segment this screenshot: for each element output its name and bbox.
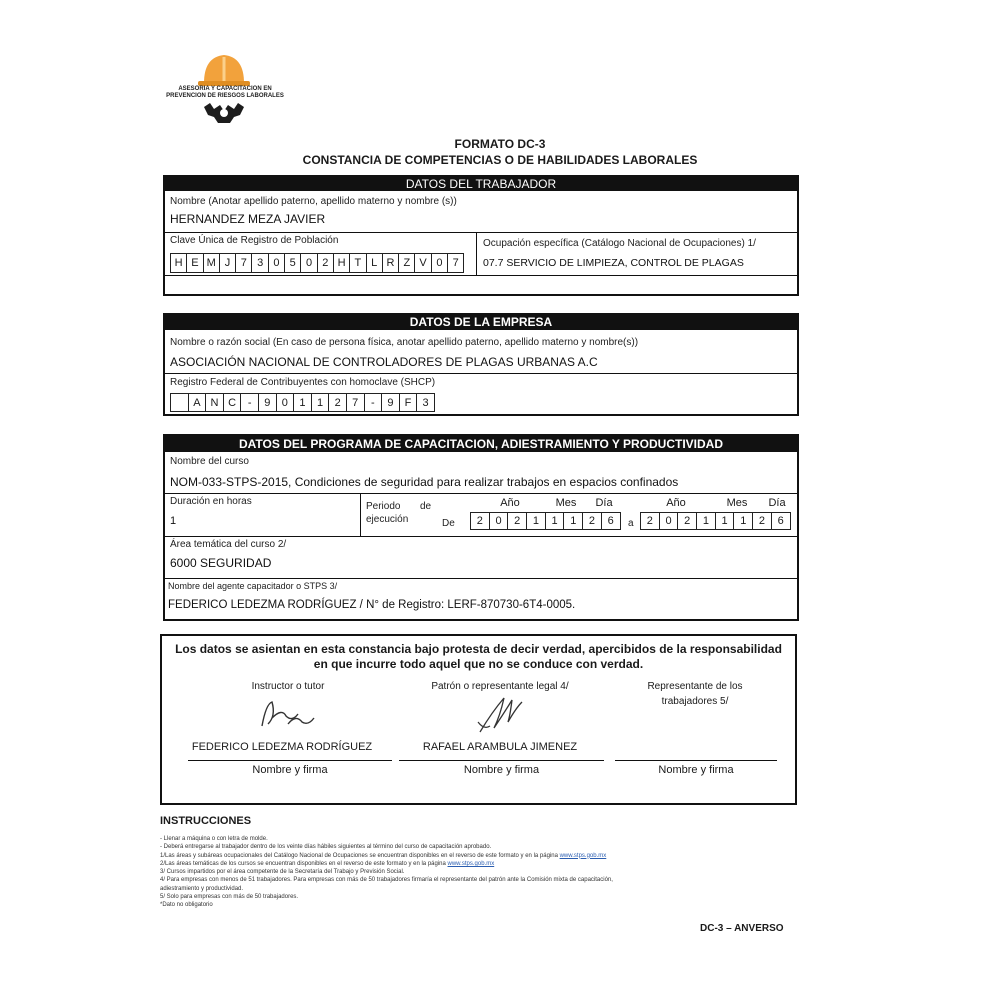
occupation-value[interactable]: 07.7 SERVICIO DE LIMPIEZA, CONTROL DE PLAGAS [483, 257, 744, 269]
logo-line2: PREVENCION DE RIESGOS LABORALES [166, 93, 284, 99]
char-cell: T [349, 253, 366, 273]
instruction-item: - Llenar a máquina o con letra de molde. [160, 836, 268, 842]
patron-signature [472, 692, 532, 736]
char-cell: 1 [293, 393, 312, 412]
char-cell: 0 [431, 253, 448, 273]
instructor-caption: Nombre y firma [252, 764, 328, 776]
course-label: Nombre del curso [170, 456, 249, 467]
char-cell: 7 [346, 393, 365, 412]
worker-section [163, 175, 799, 296]
char-cell: H [170, 253, 187, 273]
from-label: De [442, 518, 455, 529]
char-cell: H [333, 253, 350, 273]
company-name-label: Nombre o razón social (En caso de persona física, anotar apellido paterno, apellido materno y nombre(s)) [170, 337, 639, 348]
char-cell: 0 [300, 253, 317, 273]
patron-role: Patrón o representante legal 4/ [431, 681, 569, 692]
signature-section [160, 634, 797, 805]
logo-line1: ASESORIA Y CAPACITACION EN [178, 86, 272, 92]
company-section-header: DATOS DE LA EMPRESA [165, 315, 797, 330]
program-section-header: DATOS DEL PROGRAMA DE CAPACITACION, ADIESTRAMIENTO Y PRODUCTIVIDAD [165, 436, 797, 452]
char-cell: 2 [317, 253, 334, 273]
char-cell: 1 [715, 512, 735, 530]
char-cell: 0 [268, 253, 285, 273]
format-title: FORMATO DC-3 [454, 137, 546, 151]
area-value[interactable]: 6000 SEGURIDAD [170, 556, 272, 570]
char-cell: 2 [752, 512, 772, 530]
hard-hat-gear-icon [160, 45, 290, 125]
declaration-line2: en que incurre todo aquel que no se conduce con verdad. [313, 657, 644, 671]
char-cell: 9 [381, 393, 400, 412]
curp-cells[interactable] [171, 253, 464, 273]
start-date-cells[interactable] [471, 512, 621, 530]
char-cell: 1 [311, 393, 330, 412]
char-cell: 1 [733, 512, 753, 530]
char-cell: 2 [582, 512, 602, 530]
instruction-item: adiestramiento y productividad. [160, 885, 244, 892]
end-day-header: Día [768, 497, 786, 509]
char-cell: J [219, 253, 236, 273]
char-cell: 0 [659, 512, 679, 530]
char-cell: 2 [507, 512, 527, 530]
instruction-item: *Dato no obligatorio [160, 902, 213, 909]
agent-value[interactable]: FEDERICO LEDEZMA RODRÍGUEZ / N° de Registro: LERF-870730-6T4-0005. [168, 599, 576, 611]
curp-label: Clave Única de Registro de Población [170, 235, 339, 246]
start-month-header: Mes [555, 497, 577, 509]
char-cell: A [188, 393, 207, 412]
rfc-label: Registro Federal de Contribuyentes con homoclave (SHCP) [170, 377, 436, 388]
char-cell: 0 [276, 393, 295, 412]
period-de-label: de [420, 501, 432, 512]
end-month-header: Mes [726, 497, 748, 509]
char-cell: - [364, 393, 383, 412]
char-cell: V [414, 253, 431, 273]
instruction-item: 4/ Para empresas con menos de 51 trabajadores. Para empresas con más de 50 trabajadores firmaría el representante del patrón ante la Comisión mixta de capacitación, [160, 877, 613, 884]
start-day-header: Día [595, 497, 613, 509]
char-cell: 6 [771, 512, 791, 530]
workers-rep-caption: Nombre y firma [658, 764, 734, 776]
char-cell: 2 [677, 512, 697, 530]
char-cell: Z [398, 253, 415, 273]
instructor-role: Instructor o tutor [251, 681, 325, 692]
declaration-line1: Los datos se asientan en esta constancia bajo protesta de decir verdad, apercibidos de la responsabilidad [175, 642, 782, 656]
char-cell: 9 [258, 393, 277, 412]
program-section [163, 434, 799, 621]
char-cell [170, 393, 189, 412]
rfc-cells[interactable] [171, 393, 435, 412]
char-cell: 7 [447, 253, 464, 273]
start-year-header: Año [500, 497, 520, 509]
period-label: Periodo [366, 501, 401, 512]
char-cell: 1 [545, 512, 565, 530]
instruction-item: 5/ Solo para empresas con más de 50 trabajadores. [160, 894, 299, 901]
worker-name-label: Nombre (Anotar apellido paterno, apellido materno y nombre (s)) [170, 196, 457, 207]
instructions-list [160, 835, 810, 910]
to-label: a [628, 518, 634, 529]
instructor-signature [252, 694, 332, 734]
char-cell: E [186, 253, 203, 273]
duration-label: Duración en horas [170, 496, 252, 507]
instruction-item [160, 860, 810, 868]
page-footer: DC-3 – ANVERSO [700, 923, 784, 934]
agent-label: Nombre del agente capacitador o STPS 3/ [168, 581, 338, 591]
worker-name-value[interactable]: HERNANDEZ MEZA JAVIER [170, 212, 326, 226]
instruction-item-text: 1/Las áreas y subáreas ocupacionales del Catálogo Nacional de Ocupaciones se encuentran disponibles en el reverso de este formato y en la página [160, 852, 558, 859]
company-logo [160, 45, 290, 125]
stps-link[interactable]: www.stps.gob.mx [447, 860, 495, 867]
end-year-header: Año [666, 497, 686, 509]
document-title: CONSTANCIA DE COMPETENCIAS O DE HABILIDADES LABORALES [302, 153, 698, 167]
instruction-item: 3/ Cursos impartidos por el área competente de la Secretaría del Trabajo y Previsión Social. [160, 869, 405, 876]
char-cell: M [203, 253, 220, 273]
char-cell: N [205, 393, 224, 412]
company-name-value[interactable]: ASOCIACIÓN NACIONAL DE CONTROLADORES DE PLAGAS URBANAS A.C [170, 355, 598, 369]
patron-name: RAFAEL ARAMBULA JIMENEZ [422, 741, 578, 753]
char-cell: 3 [251, 253, 268, 273]
char-cell: L [366, 253, 383, 273]
char-cell: 0 [489, 512, 509, 530]
char-cell: - [240, 393, 259, 412]
char-cell: 1 [696, 512, 716, 530]
stps-link[interactable]: www.stps.gob.mx [559, 852, 607, 859]
instruction-item-text: 2/Las áreas temáticas de los cursos se encuentran disponibles en el reverso de este formato y en la página [160, 860, 446, 867]
instruction-item [160, 852, 810, 860]
instructor-name: FEDERICO LEDEZMA RODRÍGUEZ [191, 741, 373, 753]
period-execution-label: ejecución [366, 514, 409, 525]
char-cell: 6 [601, 512, 621, 530]
char-cell: 7 [235, 253, 252, 273]
course-value[interactable]: NOM-033-STPS-2015, Condiciones de seguridad para realizar trabajos en espacios confinados [170, 475, 679, 489]
worker-section-header: DATOS DEL TRABAJADOR [165, 177, 797, 191]
patron-caption: Nombre y firma [463, 764, 540, 776]
char-cell: 1 [526, 512, 546, 530]
char-cell: 2 [640, 512, 660, 530]
char-cell: 2 [328, 393, 347, 412]
char-cell: R [382, 253, 399, 273]
char-cell: C [223, 393, 242, 412]
char-cell: 1 [563, 512, 583, 530]
occupation-label: Ocupación específica (Catálogo Nacional de Ocupaciones) 1/ [483, 238, 756, 249]
end-date-cells[interactable] [641, 512, 791, 530]
duration-value[interactable]: 1 [170, 515, 177, 527]
area-label: Área temática del curso 2/ [170, 539, 287, 550]
char-cell: 3 [416, 393, 435, 412]
company-section [163, 313, 799, 416]
char-cell: 5 [284, 253, 301, 273]
char-cell: 2 [470, 512, 490, 530]
instruction-item: - Deberá entregarse al trabajador dentro de los veinte días hábiles siguientes al término del curso de capacitación aprobado. [160, 844, 492, 851]
char-cell: F [399, 393, 418, 412]
instructions-title: INSTRUCCIONES [160, 815, 252, 827]
workers-rep-role-line2: trabajadores 5/ [661, 696, 729, 707]
workers-rep-role-line1: Representante de los [647, 681, 743, 692]
